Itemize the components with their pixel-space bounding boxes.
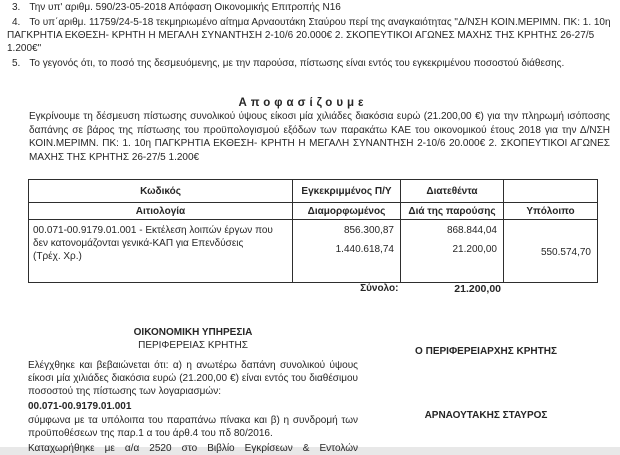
approved-amount-2: 1.440.618,74 <box>335 244 394 255</box>
header-cell-dia-tis-parousis: Διά της παρούσης <box>401 203 504 220</box>
allocated-amount-1: 868.844,04 <box>446 225 497 236</box>
total-value: 21.200,00 <box>454 283 501 295</box>
header-cell-diamorfomenos: Διαμορφωμένος <box>293 203 401 220</box>
list-item <box>7 58 615 71</box>
signature-block <box>396 346 576 421</box>
table-header-row-1 <box>29 180 598 203</box>
list-item-text: Την υπ' αριθμ. 590/23-05-2018 Απόφαση Οικονομικής Επιτροπής Ν16 <box>29 2 341 13</box>
decision-paragraph: Εγκρίνουμε τη δέσμευση πίστωσης συνολικού ύψους είκοσι μία χιλιάδες διακόσια ευρώ (21.200,00 €) για την πληρωμή ισόποσης δαπάνης σε βάρος της πίστωσης του προϋπολογισμού εξόδων των παρακάτω ΚΑΕ του οικονομικού έτους 2018 για την Δ/ΝΣΗ ΚΟΙΝ.ΜΕΡΙΜΝ. ΠΚ: 1. 10η ΠΑΓΚΡΗΤΙΑ ΕΚΘΕΣΗ- ΚΡΗΤΗ Η ΜΕΓΑΛΗ ΣΥΝΑΝΤΗΣΗ 2-10/6 20.000€ 2. ΣΚΟΠΕΥΤΙΚΟΙ ΑΓΩΝΕΣ ΜΑΧΗΣ ΤΗΣ ΚΡΗΤΗΣ 26-27/5 1.200€ <box>29 111 610 163</box>
header-cell-kodikos: Κωδικός <box>29 180 293 203</box>
signatory-title: Ο ΠΕΡΙΦΕΡΕΙΑΡΧΗΣ ΚΡΗΤΗΣ <box>415 346 557 357</box>
list-item-text: Το υπ΄αριθμ. 11759/24-5-18 τεκμηριωμένο αίτημα Αρναουτάκη Σταύρου περί της αναγκαιότητας "Δ/ΝΣΗ ΚΟΙΝ.ΜΕΡΙΜΝ. ΠΚ: 1. 10η ΠΑΓΚΡΗΤΙΑ ΕΚΘΕΣΗ- ΚΡΗΤΗ Η ΜΕΓΑΛΗ ΣΥΝΑΝΤΗΣΗ 2-10/6 20.000€ 2. ΣΚΟΠΕΥΤΙΚΟΙ ΑΓΩΝΕΣ ΜΑΧΗΣ ΤΗΣ ΚΡΗΤΗΣ 26-27/5 1.200€" <box>7 16 611 54</box>
list-item-number: 3. <box>12 2 21 13</box>
registration-line: Καταχωρήθηκε με α/α 2520 στο Βιβλίο Εγκρίσεων & Εντολών <box>28 442 358 454</box>
header-cell-ypoloipo: Υπόλοιπο <box>504 203 598 220</box>
cell-remainder <box>504 220 598 283</box>
finance-service-title: ΟΙΚΟΝΟΜΙΚΗ ΥΠΗΡΕΣΙΑ <box>133 327 253 338</box>
list-item-text: Το γεγονός ότι, το ποσό της δεσμευόμενης, με την παρούσα, πίστωσης είναι εντός του εγκεκριμένου ποσοστού διάθεσης. <box>29 57 565 69</box>
list-item-number: 4. <box>12 16 21 28</box>
list-item <box>7 2 615 15</box>
reference-list <box>7 2 615 71</box>
list-item-number: 5. <box>12 57 21 69</box>
list-item <box>7 17 615 56</box>
totals-row <box>28 283 503 295</box>
header-cell-empty <box>504 180 598 203</box>
conditions-paragraph: σύμφωνα με τα υπόλοιπα του παραπάνω πίνακα και β) η συνδρομή των προϋποθέσεων της παρ.1 α του άρθ.4 του πδ 80/2016. <box>28 415 358 440</box>
cell-code-description <box>29 220 293 283</box>
cell-allocated-amounts <box>401 220 504 283</box>
total-label: Σύνολο: <box>360 283 399 294</box>
table-row <box>29 220 598 283</box>
header-cell-approved-budget: Εγκεκριμμένος Π/Υ <box>293 180 401 203</box>
account-code: 00.071-00.9179.01.001 <box>28 400 132 412</box>
remainder-amount: 550.574,70 <box>540 247 591 258</box>
approved-amount-1: 856.300,87 <box>343 225 394 236</box>
credit-table <box>28 179 598 283</box>
finance-service-block <box>28 327 358 455</box>
table-header-row-2 <box>29 203 598 220</box>
header-cell-aitiologia: Αιτιολογία <box>29 203 293 220</box>
finance-service-subtitle: ΠΕΡΙΦΕΡΕΙΑΣ ΚΡΗΤΗΣ <box>138 340 248 351</box>
description-line: 00.071-00.9179.01.001 - Εκτέλεση λοιπών έργων που <box>33 225 273 236</box>
description-line: δεν κατονομάζονται γενικά-ΚΑΠ για Επενδύσεις <box>33 238 244 249</box>
allocated-amount-2: 21.200,00 <box>452 244 497 255</box>
cell-approved-amounts <box>293 220 401 283</box>
description-line: (Τρέχ. Χρ.) <box>33 251 82 262</box>
verification-paragraph: Ελέγχθηκε και βεβαιώνεται ότι: α) η ανωτέρω δαπάνη συνολικού ύψους είκοσι μία χιλιάδες διακόσια ευρώ (21.200,00 €) είναι εντός του διαθέσιμου ποσοστού της πίστωσης των λογαριασμών: <box>28 360 358 398</box>
header-cell-allocated: Διατεθέντα <box>401 180 504 203</box>
decision-heading: Αποφασίζουμε <box>238 97 368 109</box>
signatory-name: ΑΡΝΑΟΥΤΑΚΗΣ ΣΤΑΥΡΟΣ <box>424 410 548 421</box>
